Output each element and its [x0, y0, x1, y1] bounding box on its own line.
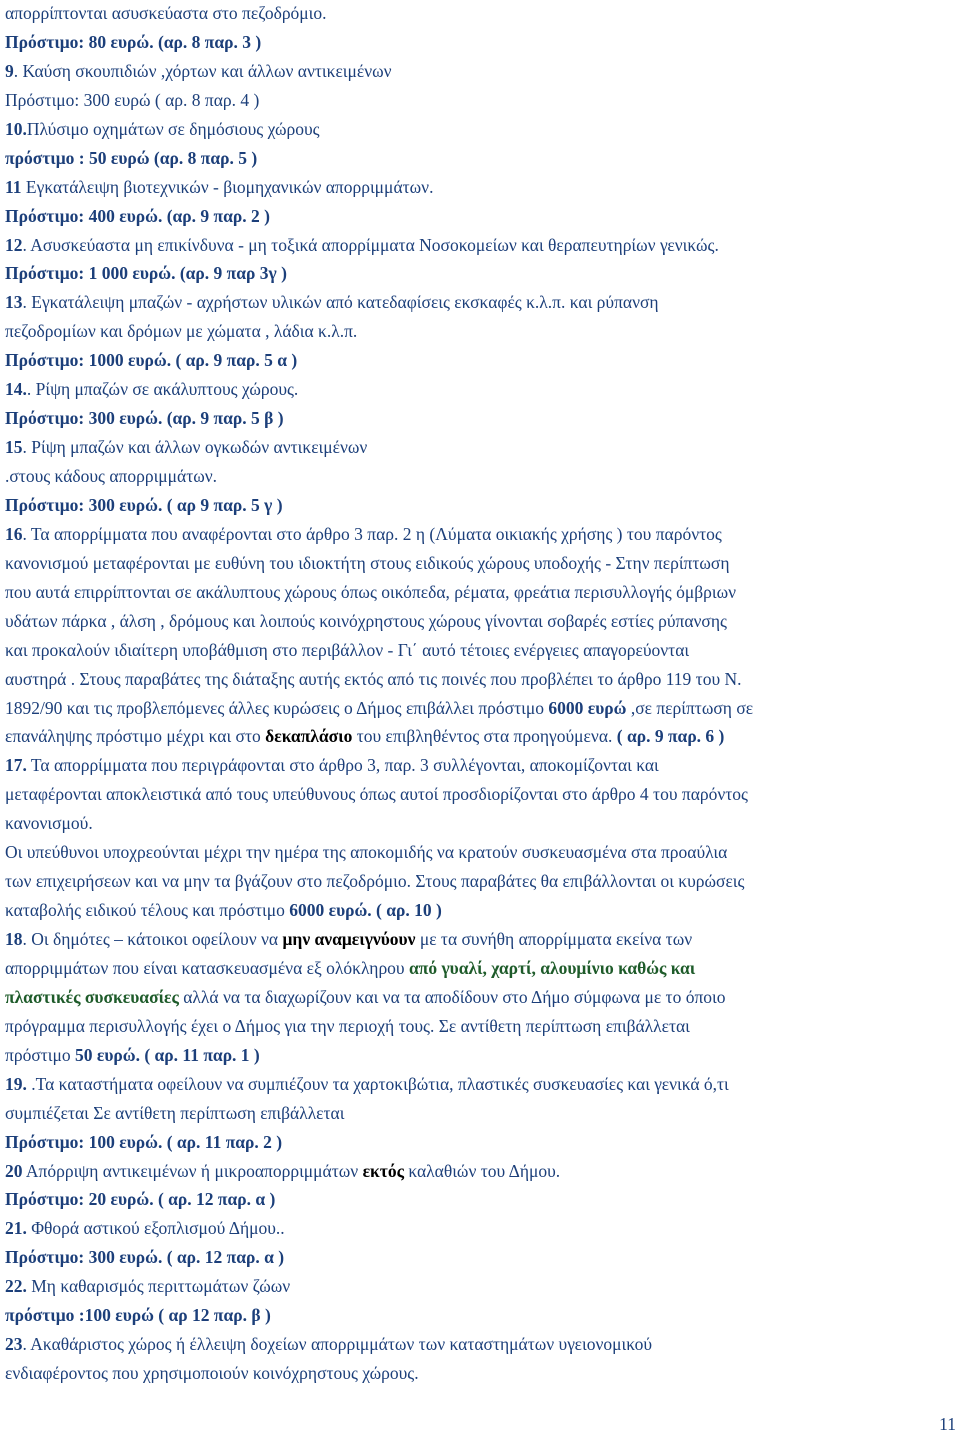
text-line [5, 751, 960, 780]
text-run: . Καύση σκουπιδιών ,χόρτων και άλλων αντικειμένων [13, 60, 392, 81]
page-number: 11 [939, 1414, 956, 1434]
text-line [5, 491, 960, 520]
text-run: πεζοδρομίων και δρόμων με χώματα , λάδια κ.λ.π. [5, 321, 358, 342]
text-line [5, 433, 960, 462]
text-run: 16 [5, 523, 23, 544]
text-run: δεκαπλάσιο [265, 726, 353, 747]
text-line [5, 1359, 960, 1388]
text-line [5, 867, 960, 896]
text-run: . Ασυσκεύαστα μη επικίνδυνα - μη τοξικά απορρίμματα Νοσοκομείων και θεραπευτηρίων γενικώς. [22, 234, 719, 255]
text-run: μην αναμειγνύουν [282, 929, 416, 949]
text-line [5, 288, 960, 317]
text-run: Πρόστιμο: 1000 ευρώ. ( αρ. 9 παρ. 5 α ) [5, 350, 298, 371]
text-run: Φθορά αστικού εξοπλισμού Δήμου.. [26, 1218, 285, 1239]
text-run: Πρόστιμο: 300 ευρώ. ( αρ 9 παρ. 5 γ ) [5, 494, 283, 515]
text-run: πλαστικές συσκευασίες [5, 986, 179, 1007]
text-line [5, 925, 960, 954]
text-run: 13 [5, 292, 23, 313]
text-line [5, 404, 960, 433]
text-run: υδάτων πάρκα , άλση , δρόμους και λοιπούς κοινόχρηστους χώρους γίνονται σοβαρές εστίες ρύπανσης [5, 610, 727, 631]
text-run: πρόστιμο [5, 1044, 75, 1065]
text-line [5, 809, 960, 838]
text-run: ενδιαφέροντος που χρησιμοποιούν κοινόχρηστους χώρους. [5, 1363, 419, 1384]
text-line [5, 636, 960, 665]
text-line [5, 1301, 960, 1330]
text-line [5, 1041, 960, 1070]
text-run: 14. [5, 379, 27, 400]
text-run: 18 [5, 929, 23, 949]
text-run: του επιβληθέντος στα προηγούμενα. [352, 726, 617, 747]
text-run: . Τα απορρίμματα που αναφέρονται στο άρθρο 3 παρ. 2 η (Λύματα οικιακής χρήσης ) του παρόντος [22, 523, 722, 544]
text-run: Πρόστιμο: 400 ευρώ. (αρ. 9 παρ. 2 ) [5, 205, 270, 226]
text-run: . Ρίψη μπαζών και άλλων ογκωδών αντικειμένων [22, 437, 368, 458]
text-line [5, 694, 960, 723]
text-run: . Εγκατάλειψη μπαζών - αχρήστων υλικών από κατεδαφίσεις εκσκαφές κ.λ.π. και ρύπανση [22, 292, 659, 313]
text-run: κανονισμού μεταφέρονται με ευθύνη του ιδιοκτήτη στους ειδικούς χώρους υποδοχής - Στην περίπτωση [5, 552, 730, 573]
text-line [5, 462, 960, 491]
text-run: από γυαλί, χαρτί, αλουμίνιο καθώς και [408, 957, 696, 978]
text-line [5, 1128, 960, 1157]
text-run: αλλά να τα διαχωρίζουν και να τα αποδίδουν στο Δήμο σύμφωνα με το όποιο [178, 986, 726, 1007]
text-run: .Τα καταστήματα οφείλουν να συμπιέζουν τα χαρτοκιβώτια, πλαστικές συσκευασίες και γενικά ό,τι [26, 1073, 729, 1094]
text-run: επανάληψης πρόστιμο μέχρι και στο [5, 726, 266, 747]
text-run: με τα συνήθη απορρίμματα εκείνα των [415, 929, 693, 949]
text-line [5, 1070, 960, 1099]
text-line [5, 1099, 960, 1128]
text-run: 19. [5, 1073, 27, 1094]
text-line [5, 28, 960, 57]
text-run: . Ρίψη μπαζών σε ακάλυπτους χώρους. [26, 379, 299, 400]
text-run: καταβολής ειδικού τέλους και πρόστιμο [5, 900, 290, 921]
text-line [5, 1157, 960, 1186]
text-line [5, 665, 960, 694]
text-line [5, 144, 960, 173]
text-run: Τα απορρίμματα που περιγράφονται στο άρθρο 3, παρ. 3 συλλέγονται, αποκομίζονται και [26, 755, 659, 776]
text-line [5, 838, 960, 867]
text-run: πρόγραμμα περισυλλογής έχει ο Δήμος για την περιοχή τους. Σε αντίθετη περίπτωση επιβάλλεται [5, 1015, 690, 1036]
text-line [5, 231, 960, 260]
text-run: 21. [5, 1218, 27, 1239]
text-run: συμπιέζεται Σε αντίθετη περίπτωση επιβάλλεται [5, 1102, 345, 1123]
text-run: Πρόστιμο: 100 ευρώ. ( αρ. 11 παρ. 2 ) [5, 1131, 283, 1152]
text-run: . Ακαθάριστος χώρος ή έλλειψη δοχείων απορριμμάτων των καταστημάτων υγειονομικού [22, 1334, 653, 1355]
text-line [5, 259, 960, 288]
text-line [5, 1185, 960, 1214]
text-run: Απόρριψη αντικειμένων ή μικροαπορριμμάτων [22, 1160, 363, 1181]
text-line [5, 1272, 960, 1301]
text-run: Οι υπεύθυνοι υποχρεούνται μέχρι την ημέρα της αποκομιδής να κρατούν συσκευασμένα στα προαύλια [5, 842, 728, 863]
text-line [5, 202, 960, 231]
text-run: 10. [5, 118, 27, 139]
text-run: που αυτά επιρρίπτονται σε ακάλυπτους χώρους όπως οικόπεδα, ρέματα, φρεάτια περισυλλογής όμβριων [5, 581, 737, 602]
text-run: 23 [5, 1334, 23, 1355]
document-body [5, 0, 960, 1388]
text-line [5, 549, 960, 578]
text-run: εκτός [362, 1160, 404, 1181]
text-run: 6000 ευρώ. ( αρ. 10 ) [289, 900, 442, 921]
text-run: των επιχειρήσεων και να μην τα βγάζουν στο πεζοδρόμιο. Στους παραβάτες θα επιβάλλονται οι κυρώσεις [5, 871, 745, 892]
text-line [5, 346, 960, 375]
text-run: πρόστιμο :100 ευρώ ( αρ 12 παρ. β ) [5, 1305, 271, 1326]
text-run: 9 [5, 60, 14, 81]
text-line [5, 896, 960, 925]
text-run: Πρόστιμο: 1 000 ευρώ. (αρ. 9 παρ 3γ ) [5, 263, 287, 284]
text-line [5, 954, 960, 983]
text-line [5, 520, 960, 549]
text-run: 6000 ευρώ [548, 697, 627, 718]
text-run: Πρόστιμο: 300 ευρώ. ( αρ. 12 παρ. α ) [5, 1247, 285, 1268]
text-run: απορριμμάτων που είναι κατασκευασμένα εξ ολόκληρου [5, 957, 409, 978]
text-line [5, 1214, 960, 1243]
text-run: Πρόστιμο: 80 ευρώ. (αρ. 8 παρ. 3 ) [5, 31, 262, 52]
text-line [5, 1330, 960, 1359]
text-run: Μη καθαρισμός περιττωμάτων ζώων [26, 1276, 291, 1297]
text-line [5, 57, 960, 86]
text-run: 50 ευρώ. ( αρ. 11 παρ. 1 ) [75, 1044, 260, 1065]
text-line [5, 578, 960, 607]
text-line [5, 1243, 960, 1272]
text-line [5, 173, 960, 202]
text-run: κανονισμού. [5, 813, 93, 834]
text-run: . Οι δημότες – κάτοικοι οφείλουν να [22, 929, 283, 949]
text-run: καλαθιών του Δήμου. [403, 1160, 561, 1181]
text-run: 12 [5, 234, 23, 255]
text-line [5, 780, 960, 809]
text-line [5, 1012, 960, 1041]
text-run: 20 [5, 1160, 23, 1181]
text-run: ( αρ. 9 παρ. 6 ) [616, 726, 725, 747]
text-line [5, 983, 960, 1012]
text-line [5, 0, 960, 28]
text-line [5, 115, 960, 144]
text-run: πρόστιμο : 50 ευρώ (αρ. 8 παρ. 5 ) [5, 147, 258, 168]
text-line [5, 86, 960, 115]
text-run: απορρίπτονται ασυσκεύαστα στο πεζοδρόμιο. [5, 3, 327, 23]
text-run: Εγκατάλειψη βιοτεχνικών - βιομηχανικών απορριμμάτων. [21, 176, 434, 197]
text-run: και προκαλούν ιδιαίτερη υποβάθμιση στο περιβάλλον - Γι΄ αυτό τέτοιες ενέργειες απαγορεύονται [5, 639, 690, 660]
text-run: μεταφέρονται αποκλειστικά από τους υπεύθυνους όπως αυτοί προσδιορίζονται στο άρθρο 4 του παρόντος [5, 784, 748, 805]
text-run: 17. [5, 755, 27, 776]
text-line [5, 375, 960, 404]
text-run: Πρόστιμο: 300 ευρώ. (αρ. 9 παρ. 5 β ) [5, 408, 284, 429]
text-run: Πρόστιμο: 20 ευρώ. ( αρ. 12 παρ. α ) [5, 1189, 276, 1210]
text-run: αυστηρά . Στους παραβάτες της διάταξης αυτής εκτός από τις ποινές που προβλέπει το άρθρο 119 του Ν. [5, 668, 742, 689]
text-run: ,σε περίπτωση σε [626, 697, 754, 718]
text-line [5, 607, 960, 636]
text-run: 15 [5, 437, 23, 458]
text-run: 22. [5, 1276, 27, 1297]
text-run: .στους κάδους απορριμμάτων. [5, 466, 218, 486]
text-line [5, 317, 960, 346]
text-line [5, 722, 960, 751]
text-run: 1892/90 και τις προβλεπόμενες άλλες κυρώσεις ο Δήμος επιβάλλει πρόστιμο [5, 697, 549, 718]
text-run: 11 [5, 176, 22, 197]
text-run: Πρόστιμο: 300 ευρώ ( αρ. 8 παρ. 4 ) [5, 89, 260, 110]
text-run: Πλύσιμο οχημάτων σε δημόσιους χώρους [26, 118, 320, 139]
